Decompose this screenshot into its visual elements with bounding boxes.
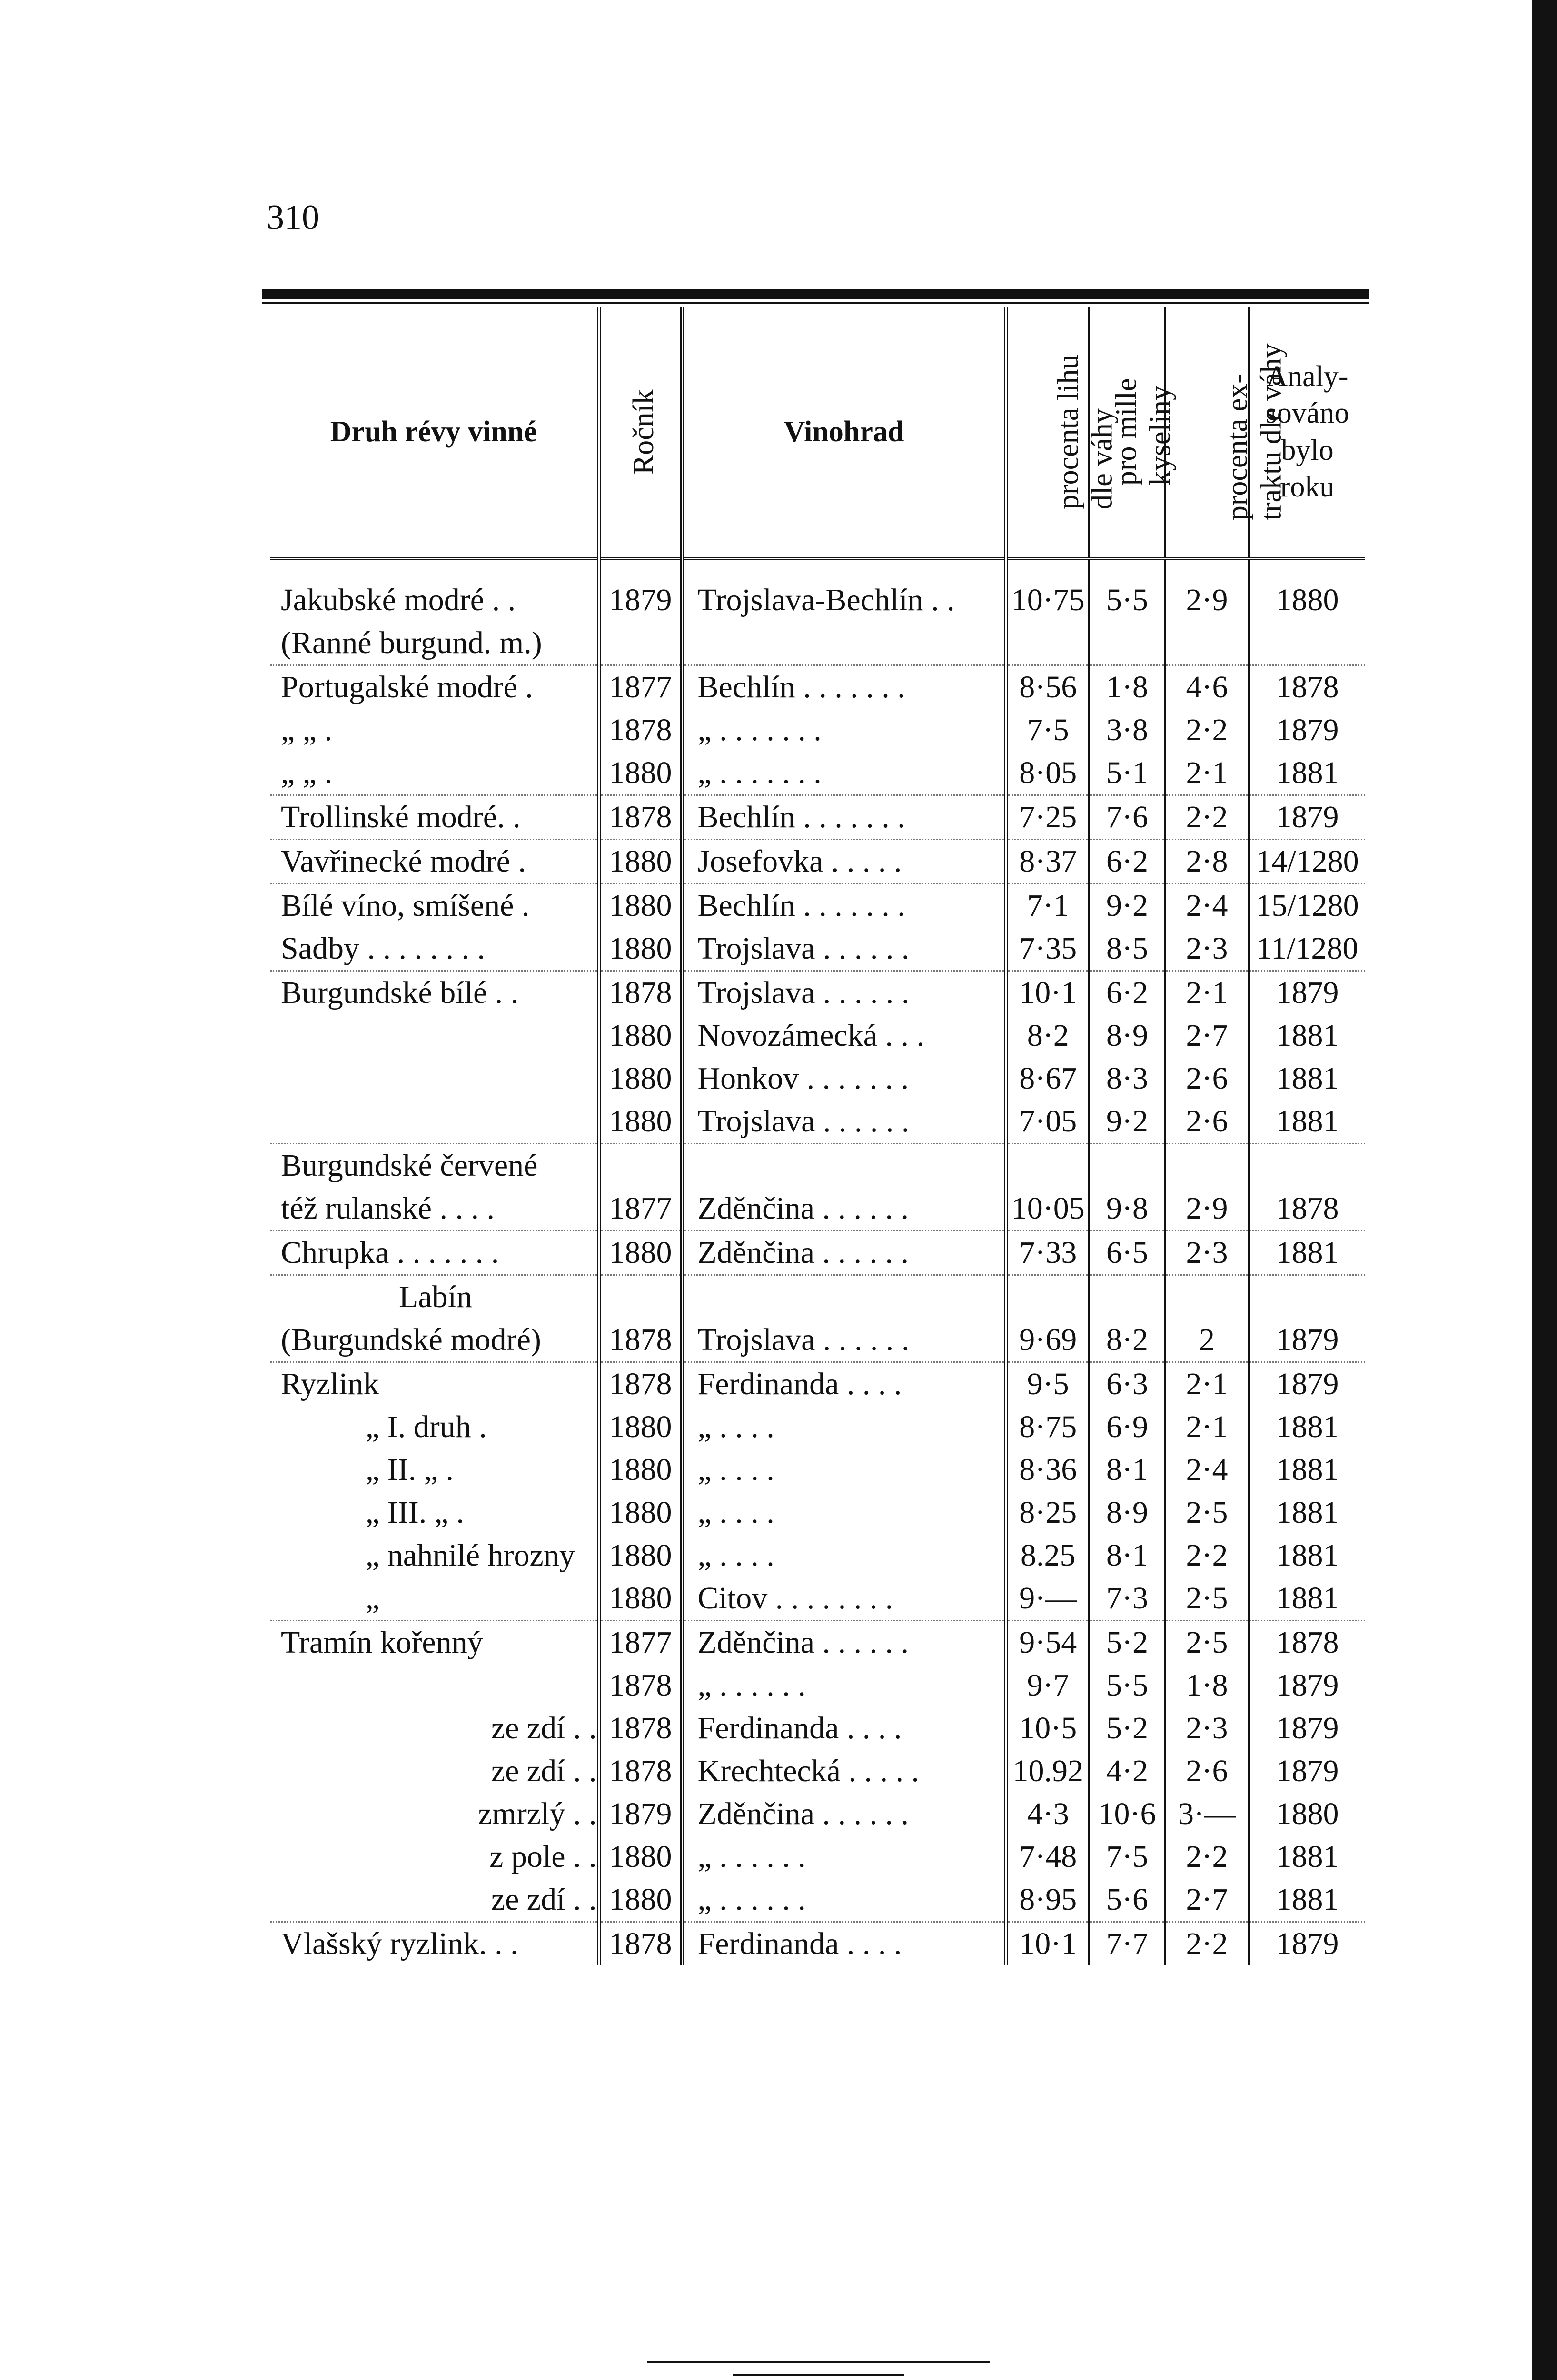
cell-analyzed: 1881: [1249, 1577, 1365, 1621]
cell-vineyard: „ . . . . . .: [682, 1835, 1006, 1878]
cell-alcohol: 10·1: [1006, 1922, 1089, 1966]
table-row: [270, 665, 1365, 709]
cell-acidity: 10·6: [1089, 1793, 1165, 1835]
cell-variety: ze zdí . .: [491, 1754, 597, 1788]
cell-acidity: 6·2: [1089, 971, 1165, 1015]
table-row: [270, 1534, 1365, 1577]
cell-year: 1880: [599, 1534, 682, 1577]
cell-vineyard: „ . . . .: [682, 1448, 1006, 1491]
cell-alcohol: 10.92: [1006, 1750, 1089, 1793]
cell-variety: Jakubské modré . .: [281, 583, 516, 617]
cell-alcohol: 8·95: [1006, 1878, 1089, 1922]
scan-edge: [1532, 0, 1557, 2380]
cell-extract: 1·8: [1165, 1664, 1249, 1707]
cell-extract: 2·9: [1165, 1187, 1249, 1231]
cell-analyzed: 15/1280: [1249, 884, 1365, 928]
cell-analyzed: [1249, 622, 1365, 665]
cell-year: [599, 622, 682, 665]
cell-vineyard: „ . . . . . .: [682, 1878, 1006, 1922]
table-row: [270, 1231, 1365, 1275]
cell-acidity: 7·7: [1089, 1922, 1165, 1966]
cell-extract: 2·5: [1165, 1491, 1249, 1534]
cell-year: [599, 1144, 682, 1188]
cell-alcohol: 8·2: [1006, 1014, 1089, 1057]
cell-variety: (Burgundské modré): [281, 1322, 541, 1357]
cell-analyzed: [1249, 1275, 1365, 1319]
table-row: [270, 1406, 1365, 1448]
cell-vineyard: Zděnčina . . . . . .: [682, 1187, 1006, 1231]
end-rule-2: [733, 2374, 904, 2376]
cell-year: 1878: [599, 971, 682, 1015]
header-extract: procenta ex- traktu dle váhy: [1165, 307, 1249, 558]
cell-extract: 2·5: [1165, 1577, 1249, 1621]
cell-vineyard: „ . . . .: [682, 1534, 1006, 1577]
cell-acidity: 8·3: [1089, 1057, 1165, 1100]
table-row: [270, 709, 1365, 752]
cell-year: 1879: [599, 558, 682, 622]
cell-extract: 2·3: [1165, 1707, 1249, 1750]
cell-acidity: 8·9: [1089, 1491, 1165, 1534]
cell-vineyard: „ . . . . . . .: [682, 709, 1006, 752]
cell-analyzed: 1879: [1249, 971, 1365, 1015]
cell-variety: „ „ .: [281, 755, 333, 790]
cell-extract: 2·2: [1165, 709, 1249, 752]
cell-alcohol: 7·35: [1006, 927, 1089, 971]
cell-acidity: 5·5: [1089, 558, 1165, 622]
table-row: [270, 1878, 1365, 1922]
cell-variety: [270, 1014, 599, 1057]
cell-variety: Burgundské červené: [270, 1144, 599, 1188]
cell-vineyard: Trojslava . . . . . .: [682, 1319, 1006, 1362]
cell-analyzed: 1879: [1249, 1664, 1365, 1707]
cell-vineyard: „ . . . .: [682, 1491, 1006, 1534]
cell-acidity: 6·3: [1089, 1362, 1165, 1406]
cell-acidity: 8·1: [1089, 1534, 1165, 1577]
cell-year: 1880: [599, 884, 682, 928]
cell-analyzed: 1881: [1249, 1014, 1365, 1057]
cell-extract: 2·6: [1165, 1100, 1249, 1144]
cell-alcohol: [1006, 1275, 1089, 1319]
cell-year: 1880: [599, 1057, 682, 1100]
cell-acidity: 6·2: [1089, 840, 1165, 884]
cell-analyzed: 14/1280: [1249, 840, 1365, 884]
cell-acidity: 7·3: [1089, 1577, 1165, 1621]
wine-analysis-table: [270, 307, 1365, 1965]
page-number: 310: [267, 198, 319, 237]
cell-vineyard: Citov . . . . . . . .: [682, 1577, 1006, 1621]
table-row: [270, 558, 1365, 622]
cell-vineyard: Trojslava . . . . . .: [682, 1100, 1006, 1144]
cell-extract: 3·—: [1165, 1793, 1249, 1835]
header-row: [270, 307, 1365, 558]
header-variety: Druh révy vinné: [270, 307, 599, 558]
cell-alcohol: 8·37: [1006, 840, 1089, 884]
table-row: [270, 1750, 1365, 1793]
cell-acidity: 7·6: [1089, 795, 1165, 840]
cell-vineyard: Ferdinanda . . . .: [682, 1922, 1006, 1966]
table-row: [270, 1922, 1365, 1966]
cell-extract: 2·5: [1165, 1621, 1249, 1665]
cell-acidity: 5·5: [1089, 1664, 1165, 1707]
cell-analyzed: 1881: [1249, 1491, 1365, 1534]
header-vineyard: Vinohrad: [682, 307, 1006, 558]
cell-vineyard: Zděnčina . . . . . .: [682, 1621, 1006, 1665]
cell-extract: 2·3: [1165, 1231, 1249, 1275]
table-row: [270, 1275, 1365, 1319]
cell-extract: [1165, 1275, 1249, 1319]
cell-acidity: 6·9: [1089, 1406, 1165, 1448]
cell-alcohol: 9·54: [1006, 1621, 1089, 1665]
cell-vineyard: Trojslava-Bechlín . .: [682, 558, 1006, 622]
cell-year: 1880: [599, 1491, 682, 1534]
cell-alcohol: 8·25: [1006, 1491, 1089, 1534]
cell-year: 1877: [599, 1187, 682, 1231]
cell-extract: 2·1: [1165, 752, 1249, 795]
table-row: [270, 971, 1365, 1015]
cell-variety: „ III. „ .: [366, 1495, 465, 1530]
cell-alcohol: 9·5: [1006, 1362, 1089, 1406]
cell-acidity: 7·5: [1089, 1835, 1165, 1878]
cell-vineyard: Ferdinanda . . . .: [682, 1362, 1006, 1406]
table-row: [270, 927, 1365, 971]
cell-alcohol: [1006, 622, 1089, 665]
cell-year: 1878: [599, 795, 682, 840]
cell-year: 1880: [599, 1014, 682, 1057]
cell-acidity: 8·2: [1089, 1319, 1165, 1362]
cell-alcohol: 9·7: [1006, 1664, 1089, 1707]
cell-acidity: 9·2: [1089, 884, 1165, 928]
cell-vineyard: „ . . . .: [682, 1406, 1006, 1448]
cell-variety: „ I. druh .: [366, 1409, 487, 1444]
cell-alcohol: 8·75: [1006, 1406, 1089, 1448]
cell-extract: 2·1: [1165, 1362, 1249, 1406]
cell-extract: 2·4: [1165, 1448, 1249, 1491]
cell-alcohol: 9·—: [1006, 1577, 1089, 1621]
cell-alcohol: 10·05: [1006, 1187, 1089, 1231]
cell-vineyard: Bechlín . . . . . . .: [682, 884, 1006, 928]
cell-vineyard: Bechlín . . . . . . .: [682, 665, 1006, 709]
cell-year: 1880: [599, 1448, 682, 1491]
cell-alcohol: 4·3: [1006, 1793, 1089, 1835]
cell-variety: „ nahnilé hrozny: [366, 1538, 575, 1573]
cell-analyzed: 1880: [1249, 558, 1365, 622]
table-row: [270, 1144, 1365, 1188]
cell-alcohol: 8·56: [1006, 665, 1089, 709]
cell-alcohol: 10·5: [1006, 1707, 1089, 1750]
cell-variety: Portugalské modré .: [270, 665, 599, 709]
cell-analyzed: 1878: [1249, 665, 1365, 709]
cell-acidity: [1089, 1275, 1165, 1319]
cell-variety: „ „ .: [281, 713, 333, 747]
cell-extract: 4·6: [1165, 665, 1249, 709]
cell-year: 1877: [599, 1621, 682, 1665]
cell-analyzed: 1881: [1249, 1057, 1365, 1100]
cell-vineyard: Novozámecká . . .: [682, 1014, 1006, 1057]
header-acidity: pro mille kyseliny: [1089, 307, 1165, 558]
cell-year: 1880: [599, 752, 682, 795]
cell-vineyard: „ . . . . . . .: [682, 752, 1006, 795]
cell-year: [599, 1275, 682, 1319]
cell-alcohol: 8·05: [1006, 752, 1089, 795]
cell-variety: Burgundské bílé . .: [270, 971, 599, 1015]
cell-acidity: 8·1: [1089, 1448, 1165, 1491]
cell-year: 1878: [599, 1707, 682, 1750]
cell-analyzed: 1879: [1249, 709, 1365, 752]
cell-analyzed: 1881: [1249, 1406, 1365, 1448]
cell-vineyard: Bechlín . . . . . . .: [682, 795, 1006, 840]
table-row: [270, 1707, 1365, 1750]
cell-acidity: 8·9: [1089, 1014, 1165, 1057]
cell-extract: 2·3: [1165, 927, 1249, 971]
cell-alcohol: 7·1: [1006, 884, 1089, 928]
table-row: [270, 1835, 1365, 1878]
cell-variety: (Ranné burgund. m.): [281, 625, 542, 660]
cell-variety: z pole . .: [489, 1839, 597, 1874]
cell-extract: 2·1: [1165, 971, 1249, 1015]
cell-alcohol: 8.25: [1006, 1534, 1089, 1577]
cell-alcohol: 10·75: [1006, 558, 1089, 622]
table-row: [270, 1664, 1365, 1707]
cell-vineyard: [682, 1275, 1006, 1319]
table-row: [270, 1621, 1365, 1665]
cell-acidity: 6·5: [1089, 1231, 1165, 1275]
cell-extract: [1165, 1144, 1249, 1188]
cell-analyzed: 1879: [1249, 795, 1365, 840]
cell-vineyard: Trojslava . . . . . .: [682, 927, 1006, 971]
cell-analyzed: 1879: [1249, 1750, 1365, 1793]
cell-analyzed: 1879: [1249, 1319, 1365, 1362]
cell-variety: Tramín kořenný: [270, 1621, 599, 1665]
cell-alcohol: 8·67: [1006, 1057, 1089, 1100]
cell-acidity: 4·2: [1089, 1750, 1165, 1793]
cell-acidity: 5·6: [1089, 1878, 1165, 1922]
cell-analyzed: 1880: [1249, 1793, 1365, 1835]
cell-variety: [270, 1057, 599, 1100]
cell-year: 1880: [599, 1577, 682, 1621]
cell-analyzed: 1881: [1249, 752, 1365, 795]
end-rule-1: [647, 2361, 990, 2363]
cell-alcohol: 7·05: [1006, 1100, 1089, 1144]
cell-variety: zmrzlý . .: [478, 1796, 597, 1831]
cell-alcohol: 9·69: [1006, 1319, 1089, 1362]
cell-acidity: [1089, 622, 1165, 665]
cell-acidity: 5·2: [1089, 1707, 1165, 1750]
header-analyzed: Analy- sováno bylo roku: [1249, 307, 1365, 558]
cell-year: 1879: [599, 1793, 682, 1835]
cell-extract: 2: [1165, 1319, 1249, 1362]
cell-extract: 2·7: [1165, 1878, 1249, 1922]
cell-extract: 2·9: [1165, 558, 1249, 622]
cell-year: 1880: [599, 1231, 682, 1275]
cell-alcohol: 7·25: [1006, 795, 1089, 840]
cell-analyzed: 1879: [1249, 1362, 1365, 1406]
cell-alcohol: 7·5: [1006, 709, 1089, 752]
cell-vineyard: Krechtecká . . . . .: [682, 1750, 1006, 1793]
cell-year: 1878: [599, 709, 682, 752]
table-row: [270, 795, 1365, 840]
cell-vineyard: Trojslava . . . . . .: [682, 971, 1006, 1015]
cell-variety: Bílé víno, smíšené .: [270, 884, 599, 928]
table-row: [270, 1057, 1365, 1100]
cell-vineyard: [682, 622, 1006, 665]
cell-analyzed: 1881: [1249, 1448, 1365, 1491]
cell-variety: Ryzlink: [270, 1362, 599, 1406]
cell-year: 1878: [599, 1922, 682, 1966]
cell-year: 1878: [599, 1750, 682, 1793]
cell-variety: Vavřinecké modré .: [270, 840, 599, 884]
cell-variety: [270, 1100, 599, 1144]
cell-year: 1880: [599, 1878, 682, 1922]
cell-extract: 2·7: [1165, 1014, 1249, 1057]
cell-vineyard: [682, 1144, 1006, 1188]
cell-vineyard: Ferdinanda . . . .: [682, 1707, 1006, 1750]
cell-alcohol: 7·33: [1006, 1231, 1089, 1275]
header-alcohol: procenta lihu dle váhy: [1006, 307, 1089, 558]
cell-variety: též rulanské . . . .: [281, 1191, 495, 1226]
table-row: [270, 1577, 1365, 1621]
cell-analyzed: 11/1280: [1249, 927, 1365, 971]
cell-analyzed: 1878: [1249, 1187, 1365, 1231]
table-row: [270, 752, 1365, 795]
table-row: [270, 622, 1365, 665]
cell-variety: „: [366, 1581, 380, 1616]
cell-extract: 2·6: [1165, 1750, 1249, 1793]
top-rule: [262, 289, 1369, 299]
cell-variety: „ II. „ .: [366, 1452, 454, 1487]
table-row: [270, 1100, 1365, 1144]
cell-variety: Labín: [270, 1275, 599, 1319]
cell-extract: 2·2: [1165, 1835, 1249, 1878]
cell-year: 1880: [599, 1100, 682, 1144]
table-row: [270, 884, 1365, 928]
cell-variety: Vlašský ryzlink. . .: [270, 1922, 599, 1966]
cell-variety: Chrupka . . . . . . .: [270, 1231, 599, 1275]
cell-extract: 2·2: [1165, 795, 1249, 840]
cell-alcohol: 8·36: [1006, 1448, 1089, 1491]
cell-analyzed: [1249, 1144, 1365, 1188]
table-row: [270, 1014, 1365, 1057]
cell-alcohol: 10·1: [1006, 971, 1089, 1015]
cell-analyzed: 1879: [1249, 1922, 1365, 1966]
table-row: [270, 1793, 1365, 1835]
cell-analyzed: 1881: [1249, 1231, 1365, 1275]
cell-analyzed: 1879: [1249, 1707, 1365, 1750]
cell-extract: 2·4: [1165, 884, 1249, 928]
cell-extract: 2·2: [1165, 1534, 1249, 1577]
cell-vineyard: „ . . . . . .: [682, 1664, 1006, 1707]
cell-analyzed: 1881: [1249, 1100, 1365, 1144]
cell-acidity: 8·5: [1089, 927, 1165, 971]
cell-variety: [270, 1664, 599, 1707]
cell-vineyard: Zděnčina . . . . . .: [682, 1231, 1006, 1275]
table-row: [270, 1448, 1365, 1491]
header-year: Ročník: [599, 307, 682, 558]
cell-acidity: 5·1: [1089, 752, 1165, 795]
cell-analyzed: 1878: [1249, 1621, 1365, 1665]
cell-year: 1880: [599, 927, 682, 971]
cell-year: 1880: [599, 1835, 682, 1878]
cell-year: 1878: [599, 1664, 682, 1707]
cell-alcohol: [1006, 1144, 1089, 1188]
cell-extract: 2·2: [1165, 1922, 1249, 1966]
cell-year: 1877: [599, 665, 682, 709]
table-row: [270, 1362, 1365, 1406]
table-body: [270, 558, 1365, 1965]
cell-analyzed: 1881: [1249, 1835, 1365, 1878]
cell-variety: ze zdí . .: [491, 1711, 597, 1745]
cell-variety: Trollinské modré. .: [270, 795, 599, 840]
cell-analyzed: 1881: [1249, 1878, 1365, 1922]
cell-vineyard: Zděnčina . . . . . .: [682, 1793, 1006, 1835]
cell-extract: 2·6: [1165, 1057, 1249, 1100]
cell-alcohol: 7·48: [1006, 1835, 1089, 1878]
cell-year: 1880: [599, 1406, 682, 1448]
table-row: [270, 840, 1365, 884]
cell-extract: 2·1: [1165, 1406, 1249, 1448]
cell-vineyard: Josefovka . . . . .: [682, 840, 1006, 884]
cell-acidity: [1089, 1144, 1165, 1188]
cell-year: 1880: [599, 840, 682, 884]
cell-variety: Sadby . . . . . . . .: [281, 931, 485, 966]
cell-acidity: 1·8: [1089, 665, 1165, 709]
cell-extract: [1165, 622, 1249, 665]
cell-vineyard: Honkov . . . . . . .: [682, 1057, 1006, 1100]
cell-analyzed: 1881: [1249, 1534, 1365, 1577]
top-rule-thin: [262, 302, 1369, 304]
cell-extract: 2·8: [1165, 840, 1249, 884]
cell-acidity: 3·8: [1089, 709, 1165, 752]
cell-acidity: 9·8: [1089, 1187, 1165, 1231]
table-row: [270, 1187, 1365, 1231]
cell-acidity: 5·2: [1089, 1621, 1165, 1665]
cell-acidity: 9·2: [1089, 1100, 1165, 1144]
cell-year: 1878: [599, 1362, 682, 1406]
cell-variety: ze zdí . .: [491, 1882, 597, 1917]
table-row: [270, 1319, 1365, 1362]
table-row: [270, 1491, 1365, 1534]
cell-year: 1878: [599, 1319, 682, 1362]
